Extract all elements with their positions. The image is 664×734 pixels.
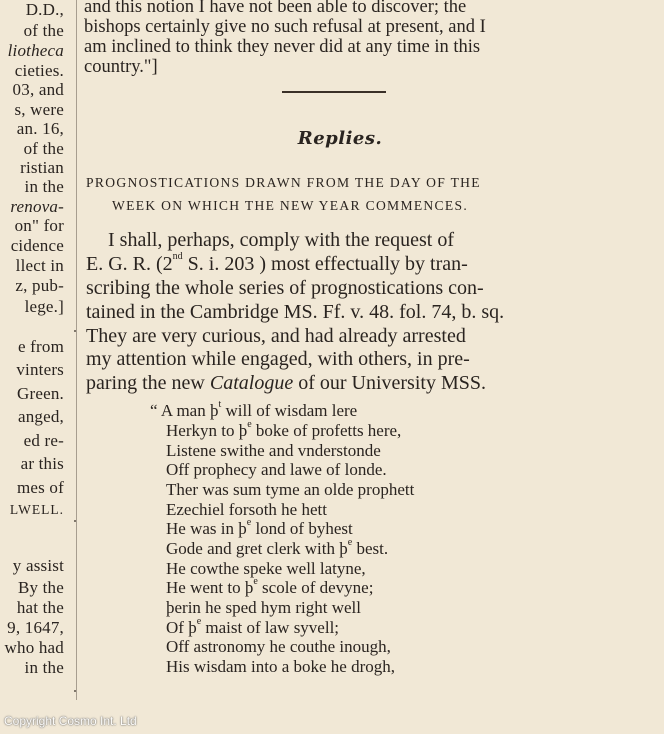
left-line: 03, and — [12, 80, 64, 99]
left-line: e from — [17, 337, 64, 356]
left-line: an. 16, — [16, 119, 64, 138]
poem-line: Off astronomy he couthe inough, — [166, 637, 391, 656]
left-line: liotheca — [7, 41, 64, 60]
left-line: ar this — [20, 454, 64, 473]
left-line: renova- — [10, 197, 64, 216]
divider-dot — [74, 690, 76, 692]
section-title: Replies. — [297, 128, 383, 149]
poem-line: He was in $þ^e$ lond of byhest — [166, 517, 353, 538]
left-line: 9, 1647, — [7, 618, 64, 637]
intro-line: country."] — [84, 57, 158, 77]
body-line: tained in the Cambridge MS. Ff. v. 48. fol. 74, b. sq. — [86, 301, 505, 323]
poem-line: Ezechiel forsoth he hett — [166, 500, 327, 519]
poem-line: He cowthe speke well latyne, — [166, 559, 366, 578]
left-line: By the — [17, 578, 64, 597]
article-heading-line: PROGNOSTICATIONS DRAWN FROM THE DAY OF THE — [86, 175, 481, 190]
left-line: s, were — [14, 100, 64, 119]
divider-dot — [74, 520, 76, 522]
poem-line: Herkyn to $þ^e$ boke of profetts here, — [166, 419, 402, 440]
left-column-fragment — [0, 0, 66, 700]
divider-dot — [74, 330, 76, 332]
poem-line: Ther was sum tyme an olde prophett — [166, 480, 415, 499]
body-line: E. G. R. (2nd S. i. 203 ) most effectually by tran- — [86, 251, 468, 275]
poem-line: He went to $þ^e$ scole of devyne; — [166, 576, 374, 597]
left-line: who had — [4, 638, 64, 657]
intro-line: bishops certainly give no such refusal at present, and I — [84, 17, 486, 37]
left-line: llect in — [15, 256, 64, 275]
left-line: vinters — [16, 360, 64, 379]
left-line: lege.] — [24, 297, 64, 316]
left-line: of the — [23, 21, 64, 40]
intro-line: am inclined to think they never did at any time in this — [84, 37, 481, 57]
left-line: z, pub- — [15, 276, 64, 295]
body-line: my attention while engaged, with others, in pre- — [86, 348, 470, 370]
left-line: mes of — [17, 478, 64, 497]
left-line: Green. — [17, 384, 64, 403]
left-line: of the — [23, 139, 64, 158]
left-line: LWELL. — [9, 502, 64, 517]
left-line: cieties. — [14, 61, 64, 80]
body-line: I shall, perhaps, comply with the request of — [108, 229, 455, 251]
poem-line: þerin he sped hym right well — [166, 598, 361, 617]
left-line: in the — [24, 658, 64, 677]
article-heading-line: WEEK ON WHICH THE NEW YEAR COMMENCES. — [112, 198, 469, 213]
body-line: scribing the whole series of prognostications con- — [86, 277, 484, 299]
poem-line: “ A man $þ^t$ will of wisdam lere — [150, 399, 358, 420]
left-line: cidence — [10, 236, 64, 255]
copyright-watermark: Copyright Cosmo Int. Ltd — [4, 714, 137, 728]
section-separator-rule — [282, 91, 386, 93]
intro-line: and this notion I have not been able to discover; the — [84, 0, 467, 17]
body-line: They are very curious, and had already arrested — [86, 325, 466, 347]
left-line: on" for — [14, 216, 64, 235]
poem-line: His wisdam into a boke he drogh, — [166, 657, 395, 676]
left-line: ristian — [20, 158, 64, 177]
left-line: hat the — [16, 598, 64, 617]
body-line: paring the new Catalogue of our University MSS. — [86, 372, 486, 394]
poem-line: Off prophecy and lawe of londe. — [166, 460, 387, 479]
left-line: D.D., — [25, 0, 64, 19]
poem-line: Listene swithe and vnderstonde — [166, 441, 381, 460]
left-line: anged, — [17, 407, 64, 426]
left-line: y assist — [12, 556, 64, 575]
poem-line: Of $þ^e$ maist of law syvell; — [166, 616, 340, 637]
column-divider — [76, 0, 77, 700]
poem-line: Gode and gret clerk with $þ^e$ best. — [166, 537, 389, 558]
left-line: in the — [24, 177, 64, 196]
left-line: ed re- — [23, 431, 64, 450]
